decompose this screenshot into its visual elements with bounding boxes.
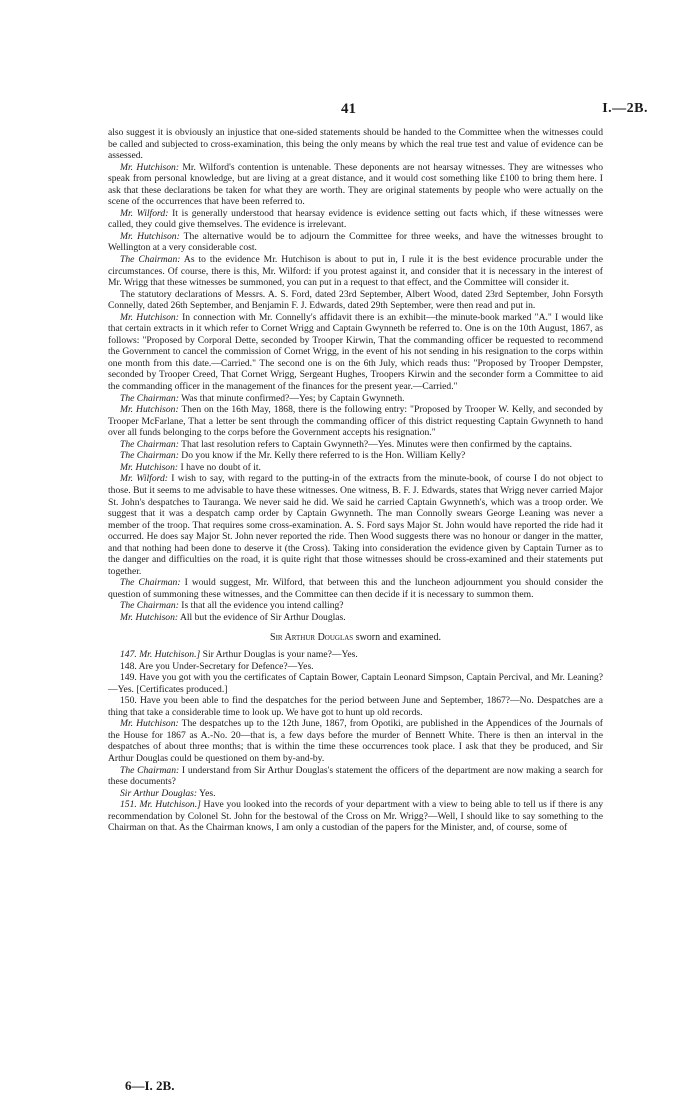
witness-name: Sir Arthur Douglas [270,631,354,643]
speaker-label: The Chairman: [120,577,181,589]
speaker-label: Mr. Hutchison: [120,230,180,242]
speaker-label: Mr. Hutchison: [120,718,179,730]
paragraph: Mr. Hutchison: Mr. Wilford's contention is untenable. These deponents are not hearsay witnesses. They are witnesses who speak from personal knowledge, but are living at a great distance, and it would cost something like £100 to bring them here. I ask that these declarations be taken for what they are worth. They are original statements by people who were actually on the scene of the occurrences that have been referred to. [108,161,603,208]
speaker-label: Mr. Hutchison: [120,461,179,473]
paragraph: The Chairman: I understand from Sir Arthur Douglas's statement the officers of the department are now making a search for these documents? [108,764,604,788]
paragraph: The Chairman: Is that all the evidence you intend calling? [120,600,344,612]
question: 150. Have you been able to find the despatches for the period between June and September, 1867?—No. Despatches are a thing that take a considerable time to look up. We have got to hunt up old records. [108,695,603,718]
speaker-label: Sir Arthur Douglas: [120,787,198,799]
speaker-label: The Chairman: [120,600,179,612]
document-reference: I.—2B. [602,101,648,116]
paragraph: The Chairman: Do you know if the Mr. Kelly there referred to is the Hon. William Kelly? [120,450,466,462]
paragraph: Mr. Hutchison: In connection with Mr. Connelly's affidavit there is an exhibit—the minute-book marked "A." I would like that certain extracts in it which refer to Cornet Wrigg and Captain Gwynneth be referred to. One is on the 10th August, 1867, as follows: "Proposed by Corporal Dette, seconded by Trooper Kirwin, That the commanding officer be requested to recommend the Government to cancel the commission of Cornet Wrigg, in the event of his not sending in his resignation to the corps within one month from this date.—Carried." The second one is on the 6th July, which reads thus: "Proposed by Trooper Dempster, seconded by Trooper Creed, That Cornet Wrigg, Sergeant Hughes, Troopers Kirwin and the seconder form a Committee to aid the commanding officer in the management of the finances for the present year.—Carried." [108,311,603,393]
paragraph: Mr. Wilford: I wish to say, with regard to the putting-in of the extracts from the minute-book, of course I do not object to those. But it seems to me advisable to have these witnesses. One witness, B. F. J. Edwards, states that Wrigg never carried Major St. John's despatches to Tauranga. We never said he did. We said he carried Captain Gwynneth's, which was a troop order. We suggest that it was a despatch camp order by Captain Gwynneth. The man Connolly swears George Leaning was never a member of the troop. That requires some cross-examination. A. S. Ford says Major St. John would have reported the ride had it occurred. He does say Major St. John never reported the ride. Then Wood suggests there was no honour or danger in the matter, and that nothing had been done to deserve it (the Cross). Taking into consideration the evidence given by Captain Turner as to the danger and difficulties on the road, it is quite right that those witnesses should be cross-examined and their statements put together. [108,473,603,577]
paragraph: The Chairman: I would suggest, Mr. Wilford, that between this and the luncheon adjournment you should consider the question of summoning these witnesses, and the Committee can then decide if it is necessary to summon them. [108,577,603,600]
speaker-label: The Chairman: [120,254,181,266]
question: 148. Are you Under-Secretary for Defence?—Yes. [120,660,314,672]
speaker-label: Mr. Wilford: [120,473,168,485]
page-number: 41 [341,101,356,117]
section-heading: Sir Arthur Douglas sworn and examined. [270,631,441,643]
speaker-label: Mr. Wilford: [120,207,169,219]
question: 149. Have you got with you the certificates of Captain Bower, Captain Leonard Simpson, Captain Percival, and Mr. Leaning?—Yes. [Certificates produced.] [108,672,603,695]
paragraph: The statutory declarations of Messrs. A. S. Ford, dated 23rd September, Albert Wood, dated 23rd September, John Forsyth Connelly, dated 26th September, and Benjamin F. J. Edwards, dated 29th September, were then read and put in. [108,288,603,312]
paragraph: Mr. Hutchison: The alternative would be to adjourn the Committee for three weeks, and have the witnesses brought to Wellington at a very considerable cost. [108,230,604,254]
speaker-label: Mr. Hutchison: [120,311,179,323]
paragraph: The Chairman: That last resolution refers to Captain Gwynneth?—Yes. Minutes were then confirmed by the captains. [120,438,573,450]
paragraph: also suggest it is obviously an injustice that one-sided statements should be handed to the Committee when the witnesses could be called and subjected to cross-examination, this being the only means by which the real true test and value of evidence can be assessed. [108,127,603,162]
paragraph: Sir Arthur Douglas: Yes. [120,787,216,799]
paragraph: Mr. Hutchison: I have no doubt of it. [120,461,261,473]
document-body [108,127,603,834]
paragraph: Mr. Hutchison: The despatches up to the 12th June, 1867, from Opotiki, are published in the Appendices of the Journals of the House for 1867 as A.-No. 20—that is, a few days before the murder of Bennett White. There is then an interval in the despatches of about three months; that is within the time these occurrences took place. I ask that they be produced, and Sir Arthur Douglas could be questioned on them by-and-by. [108,718,604,764]
speaker-label: The Chairman: [120,438,179,450]
speaker-label: The Chairman: [120,764,180,776]
question: 147. Mr. Hutchison.] Sir Arthur Douglas is your name?—Yes. [120,649,358,661]
speaker-label: 147. Mr. Hutchison.] [120,649,201,661]
speaker-label: Mr. Hutchison: [120,161,180,173]
speaker-label: The Chairman: [120,450,179,462]
paragraph: Mr. Hutchison: Then on the 16th May, 1868, there is the following entry: "Proposed by Trooper W. Kelly, and seconded by Trooper McFarlane, That a letter be sent through the commanding officer of this district requesting Captain Gwynneth to hand over all funds belonging to the corps before the Government accepts his resignation." [108,404,603,439]
page-header [0,101,700,121]
speaker-label: Mr. Hutchison: [120,404,179,416]
speaker-label: Mr. Hutchison: [120,611,179,623]
question: 151. Mr. Hutchison.] Have you looked into the records of your department with a view to being able to tell us if there is any recommendation by Colonel St. John for the bestowal of the Cross on Mr. Wrigg?—Well, I should like to say something to the Chairman on that. As the Chairman knows, I am only a custodian of the papers for the Minister, and, of course, some of [108,799,604,834]
speaker-label: 151. Mr. Hutchison.] [120,799,201,811]
paragraph: The Chairman: As to the evidence Mr. Hutchison is about to put in, I rule it is the best evidence procurable under the circumstances. Of course, there is this, Mr. Wilford: if you protest against it, and consider that it is necessary in the interest of Mr. Wrigg that these witnesses be summoned, you can put in a request to that effect, and the Committee will consider it. [108,254,603,289]
paragraph: The Chairman: Was that minute confirmed?—Yes; by Captain Gwynneth. [120,392,405,404]
paragraph: Mr. Hutchison: All but the evidence of Sir Arthur Douglas. [120,611,346,623]
speaker-label: The Chairman: [120,392,179,404]
paragraph: Mr. Wilford: It is generally understood that hearsay evidence is evidence setting out facts which, if these witnesses were called, they could give themselves. The evidence is irrelevant. [108,207,603,231]
printer-signature: 6—I. 2B. [125,1078,175,1093]
